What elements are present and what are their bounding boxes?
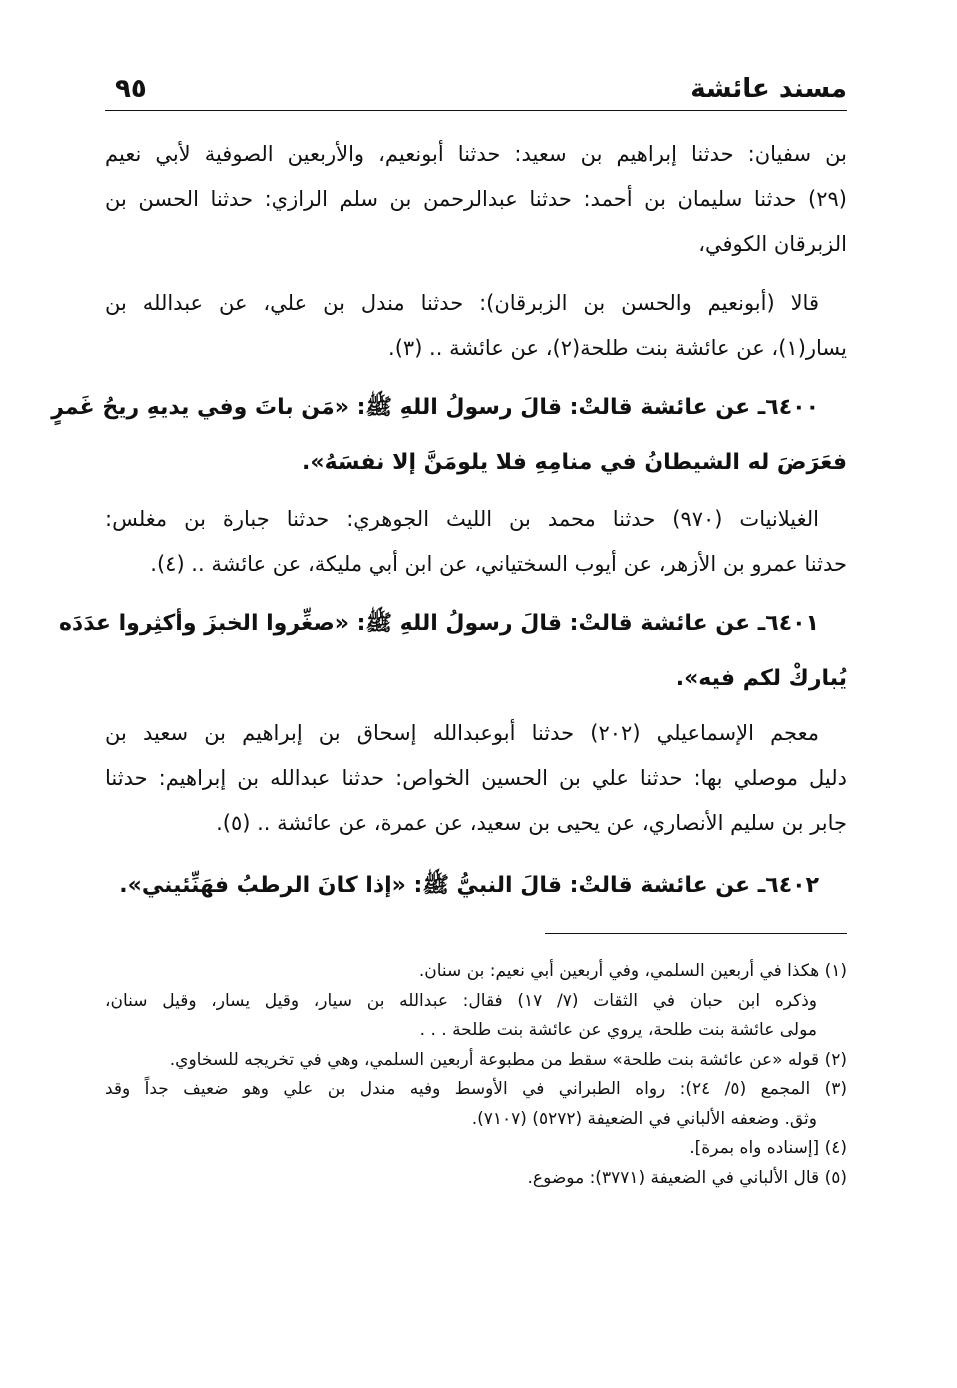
paragraph-sources-2	[105, 497, 847, 587]
text-line: الغيلانيات (٩٧٠) حدثنا محمد بن الليث الجوهري: حدثنا جبارة بن مغلس:	[105, 507, 820, 531]
text-line: حدثنا عمرو بن الأزهر، عن أيوب السختياني، عن ابن أبي مليكة، عن عائشة .. (٤).	[150, 552, 847, 576]
text-line: قالا (أبونعيم والحسن بن الزبرقان): حدثنا مندل بن علي، عن عبدالله بن	[105, 291, 819, 315]
text-line: بن سفيان: حدثنا إبراهيم بن سعيد: حدثنا أبونعيم، والأربعين الصوفية لأبي نعيم	[105, 142, 847, 166]
hadith-line: يُباركْ لكم فيه».	[675, 666, 847, 691]
hadith-line: ٦٤٠٠ـ عن عائشة قالتْ: قالَ رسولُ اللهِ ﷺ: «مَن باتَ وفي يديهِ ريحُ غَمرٍ	[51, 395, 819, 420]
text-line: الزبرقان الكوفي،	[698, 232, 847, 256]
footnote-1-cont: وذكره ابن حبان في الثقات (٧/ ١٧) فقال: عبدالله بن سيار، وقيل يسار، وقيل سنان،	[105, 990, 817, 1011]
footnote-3: (٣) المجمع (٥/ ٢٤): رواه الطبراني في الأوسط وفيه مندل بن علي وهو ضعيف جداً وقد	[105, 1079, 848, 1099]
text-line: معجم الإسماعيلي (٢٠٢) حدثنا أبوعبدالله إسحاق بن إبراهيم بن سعيد بن	[105, 721, 819, 745]
hadith-6402	[105, 858, 847, 913]
paragraph-isnad	[105, 281, 847, 371]
page-number: ٩٥	[115, 74, 147, 104]
footnote-rule	[545, 933, 847, 934]
text-line: (٢٩) حدثنا سليمان بن أحمد: حدثنا عبدالرحمن بن سلم الرازي: حدثنا الحسن بن	[105, 187, 847, 211]
footnote-1-cont: مولى عائشة بنت طلحة، يروي عن عائشة بنت طلحة . . .	[419, 1020, 817, 1040]
hadith-line: فعَرَضَ له الشيطانُ في منامِهِ فلا يلومَنَّ إلا نفسَهُ».	[302, 450, 847, 475]
paragraph-sources-3	[105, 711, 847, 846]
text-line: جابر بن سليم الأنصاري، عن يحيى بن سعيد، عن عمرة، عن عائشة .. (٥).	[216, 811, 847, 835]
footnote-2: (٢) قوله «عن عائشة بنت طلحة» سقط من مطبوعة أربعين السلمي، وهي في تخريجه للسخاوي.	[169, 1049, 847, 1070]
document-page	[51, 60, 848, 1360]
footnote-3-cont: وثق. وضعفه الألباني في الضعيفة (٥٢٧٢) (٧١٠٧).	[471, 1108, 817, 1129]
footnote-5: (٥) قال الألباني في الضعيفة (٣٧٧١): موضوع.	[527, 1167, 847, 1188]
running-title: مسند عائشة	[690, 74, 847, 104]
text-line: يسار(١)، عن عائشة بنت طلحة(٢)، عن عائشة .. (٣).	[388, 336, 847, 360]
header-rule	[105, 110, 847, 111]
paragraph-sources-1	[105, 132, 847, 267]
hadith-6401	[58, 596, 847, 706]
page-header	[105, 72, 847, 112]
footnotes	[105, 957, 847, 1193]
hadith-6400	[51, 380, 847, 490]
footnote-4: (٤) [إسناده واه بمرة].	[689, 1138, 847, 1158]
footnote-1: (١) هكذا في أربعين السلمي، وفي أربعين أبي نعيم: بن سنان.	[418, 961, 847, 981]
text-line: دليل موصلي بها: حدثنا علي بن الحسين الخواص: حدثنا عبدالله بن إبراهيم: حدثنا	[105, 766, 847, 790]
hadith-line: ٦٤٠١ـ عن عائشة قالتْ: قالَ رسولُ اللهِ ﷺ: «صغِّروا الخبزَ وأكثِروا عدَدَه	[58, 611, 819, 636]
hadith-line: ٦٤٠٢ـ عن عائشة قالتْ: قالَ النبيُّ ﷺ: «إذا كانَ الرطبُ فهَنِّئيني».	[119, 873, 819, 898]
